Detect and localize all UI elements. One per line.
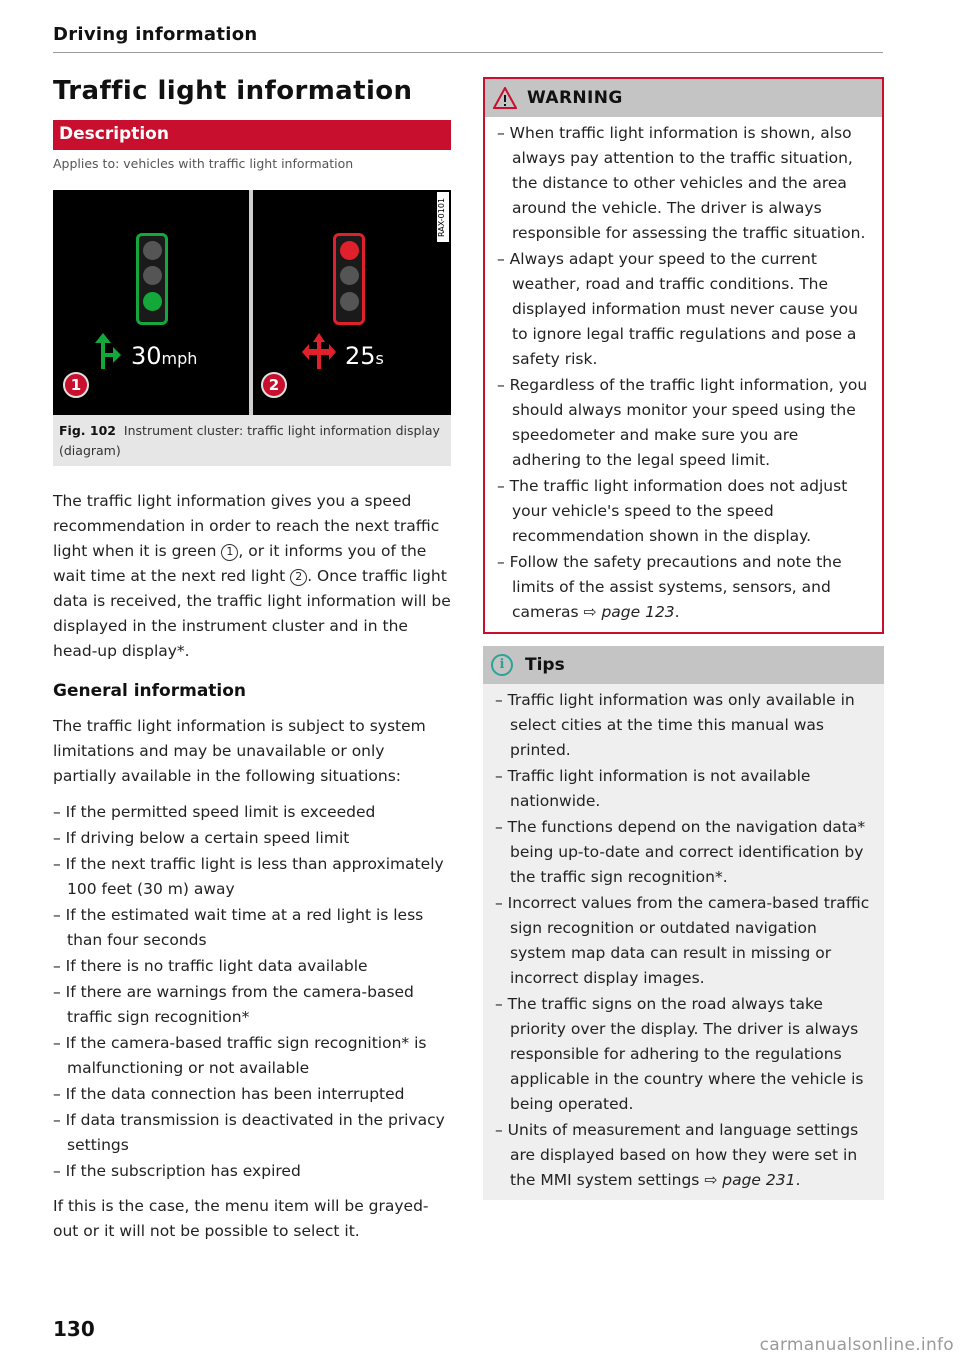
intersection-arrow-icon: [302, 333, 336, 369]
lamp-green: [143, 292, 162, 311]
tips-item-end: .: [795, 1171, 801, 1189]
lamp-red: [340, 241, 359, 260]
warning-list: [485, 117, 882, 632]
lamp-off: [143, 266, 162, 285]
warning-header: [485, 79, 882, 117]
limitations-list: [53, 800, 451, 1184]
callout-ref-2: 2: [290, 569, 307, 586]
list-item: – If driving below a certain speed limit: [53, 829, 350, 847]
info-icon: i: [491, 654, 513, 676]
list-item: [497, 550, 872, 625]
callout-1: 1: [63, 372, 89, 398]
figure-divider: [249, 190, 253, 415]
list-item: – Regardless of the traffic light information, you should always monitor your speed using the speedometer and make sure you are adhering to the legal speed limit.: [497, 376, 868, 469]
intro-text-1: The traffic light information gives you a speed recommendation in order to reach the next traffic light when it is green: [53, 492, 440, 560]
list-item: – If the camera-based traffic sign recognition* is malfunctioning or not available: [53, 1034, 427, 1077]
page-number: 130: [53, 1317, 95, 1341]
page-header: [53, 24, 883, 45]
figure-code: RAX-0101: [437, 192, 449, 242]
callout-ref-1: 1: [221, 544, 238, 561]
header-rule: [53, 52, 883, 53]
lamp-off: [340, 292, 359, 311]
page-reference-link[interactable]: ⇨ page 123: [583, 603, 675, 621]
tips-box: [483, 646, 884, 1200]
tips-header: [483, 646, 884, 684]
warning-triangle-icon: [493, 87, 517, 109]
page-reference-link[interactable]: ⇨ page 231: [704, 1171, 796, 1189]
list-item: – If the permitted speed limit is exceeded: [53, 803, 376, 821]
right-column: [483, 77, 884, 1200]
red-traffic-light-icon: [333, 233, 365, 325]
list-item: – Incorrect values from the camera-based traffic sign recognition or outdated navigation system map data can result in missing or incorrect display images.: [495, 894, 870, 987]
list-item: – The functions depend on the navigation data* being up-to-date and correct identification by the traffic sign recognition*.: [495, 818, 866, 886]
list-item: – Always adapt your speed to the current weather, road and traffic conditions. The displayed information must never cause you to ignore legal traffic regulations and pose a safety risk.: [497, 250, 858, 368]
list-item: – If there are warnings from the camera-based traffic sign recognition*: [53, 983, 414, 1026]
tips-title: Tips: [525, 655, 565, 675]
wait-value: 25: [345, 342, 376, 370]
list-item: – When traffic light information is shown, also always pay attention to the traffic situation, the distance to other vehicles and the area around the vehicle. The driver is always responsible for assessing the traffic situation.: [497, 124, 866, 242]
left-column: [53, 74, 451, 1244]
list-item: – If the data connection has been interrupted: [53, 1085, 405, 1103]
figure-label: Fig. 102: [59, 423, 116, 438]
warning-box: [483, 77, 884, 634]
list-item: – The traffic light information does not adjust your vehicle's speed to the speed recommendation shown in the display.: [497, 477, 848, 545]
tips-list: [483, 684, 884, 1200]
general-info-heading: General information: [53, 681, 247, 701]
speed-recommendation: [131, 342, 197, 370]
list-item: – If data transmission is deactivated in the privacy settings: [53, 1111, 445, 1154]
tips-item-text: – Units of measurement and language settings are displayed based on how they were set in the MMI system settings: [495, 1121, 859, 1189]
list-item: – The traffic signs on the road always take priority over the display. The driver is always responsible for adhering to the regulations applicable in the country where the vehicle is being operated.: [495, 995, 864, 1113]
figure-box: [53, 190, 451, 466]
applies-to: Applies to: vehicles with traffic light information: [53, 156, 354, 171]
section-title: Driving information: [53, 24, 258, 45]
wait-time: [345, 342, 384, 370]
speed-unit: mph: [161, 349, 198, 368]
list-item: – Traffic light information is not available nationwide.: [495, 767, 811, 810]
intro-text-2: , or it informs you of the wait time at the next red light: [53, 542, 427, 585]
intro-text-3: . Once traffic light data is received, the traffic light information will be displayed in the instrument cluster and in the head-up display*.: [53, 567, 451, 660]
general-info-paragraph: The traffic light information is subject to system limitations and may be unavailable or only partially available in the following situations:: [53, 717, 426, 785]
warning-title: WARNING: [527, 88, 623, 108]
figure-caption-text: Instrument cluster: traffic light information display (diagram): [59, 423, 440, 458]
warning-item-text: – Follow the safety precautions and note the limits of the assist systems, sensors, and cameras: [497, 553, 842, 621]
lamp-off: [340, 266, 359, 285]
turn-right-arrow-icon: [95, 333, 121, 369]
list-item: – If the subscription has expired: [53, 1162, 301, 1180]
closing-paragraph: If this is the case, the menu item will be grayed-out or it will not be possible to select it.: [53, 1197, 429, 1240]
list-item: – If there is no traffic light data available: [53, 957, 368, 975]
intro-paragraph: [53, 489, 451, 664]
list-item: [495, 1118, 874, 1193]
green-traffic-light-icon: [136, 233, 168, 325]
watermark: carmanualsonline.info: [759, 1335, 954, 1355]
list-item: – If the next traffic light is less than approximately 100 feet (30 m) away: [53, 855, 444, 898]
wait-unit: s: [375, 349, 384, 368]
page-heading: Traffic light information: [53, 76, 413, 106]
description-bar: Description: [53, 120, 451, 150]
speed-value: 30: [131, 342, 162, 370]
list-item: – Traffic light information was only available in select cities at the time this manual was printed.: [495, 691, 855, 759]
lamp-off: [143, 241, 162, 260]
figure-caption: [53, 415, 451, 466]
traffic-light-diagram: [53, 190, 451, 415]
callout-2: 2: [261, 372, 287, 398]
list-item: – If the estimated wait time at a red light is less than four seconds: [53, 906, 424, 949]
warning-item-end: .: [674, 603, 680, 621]
